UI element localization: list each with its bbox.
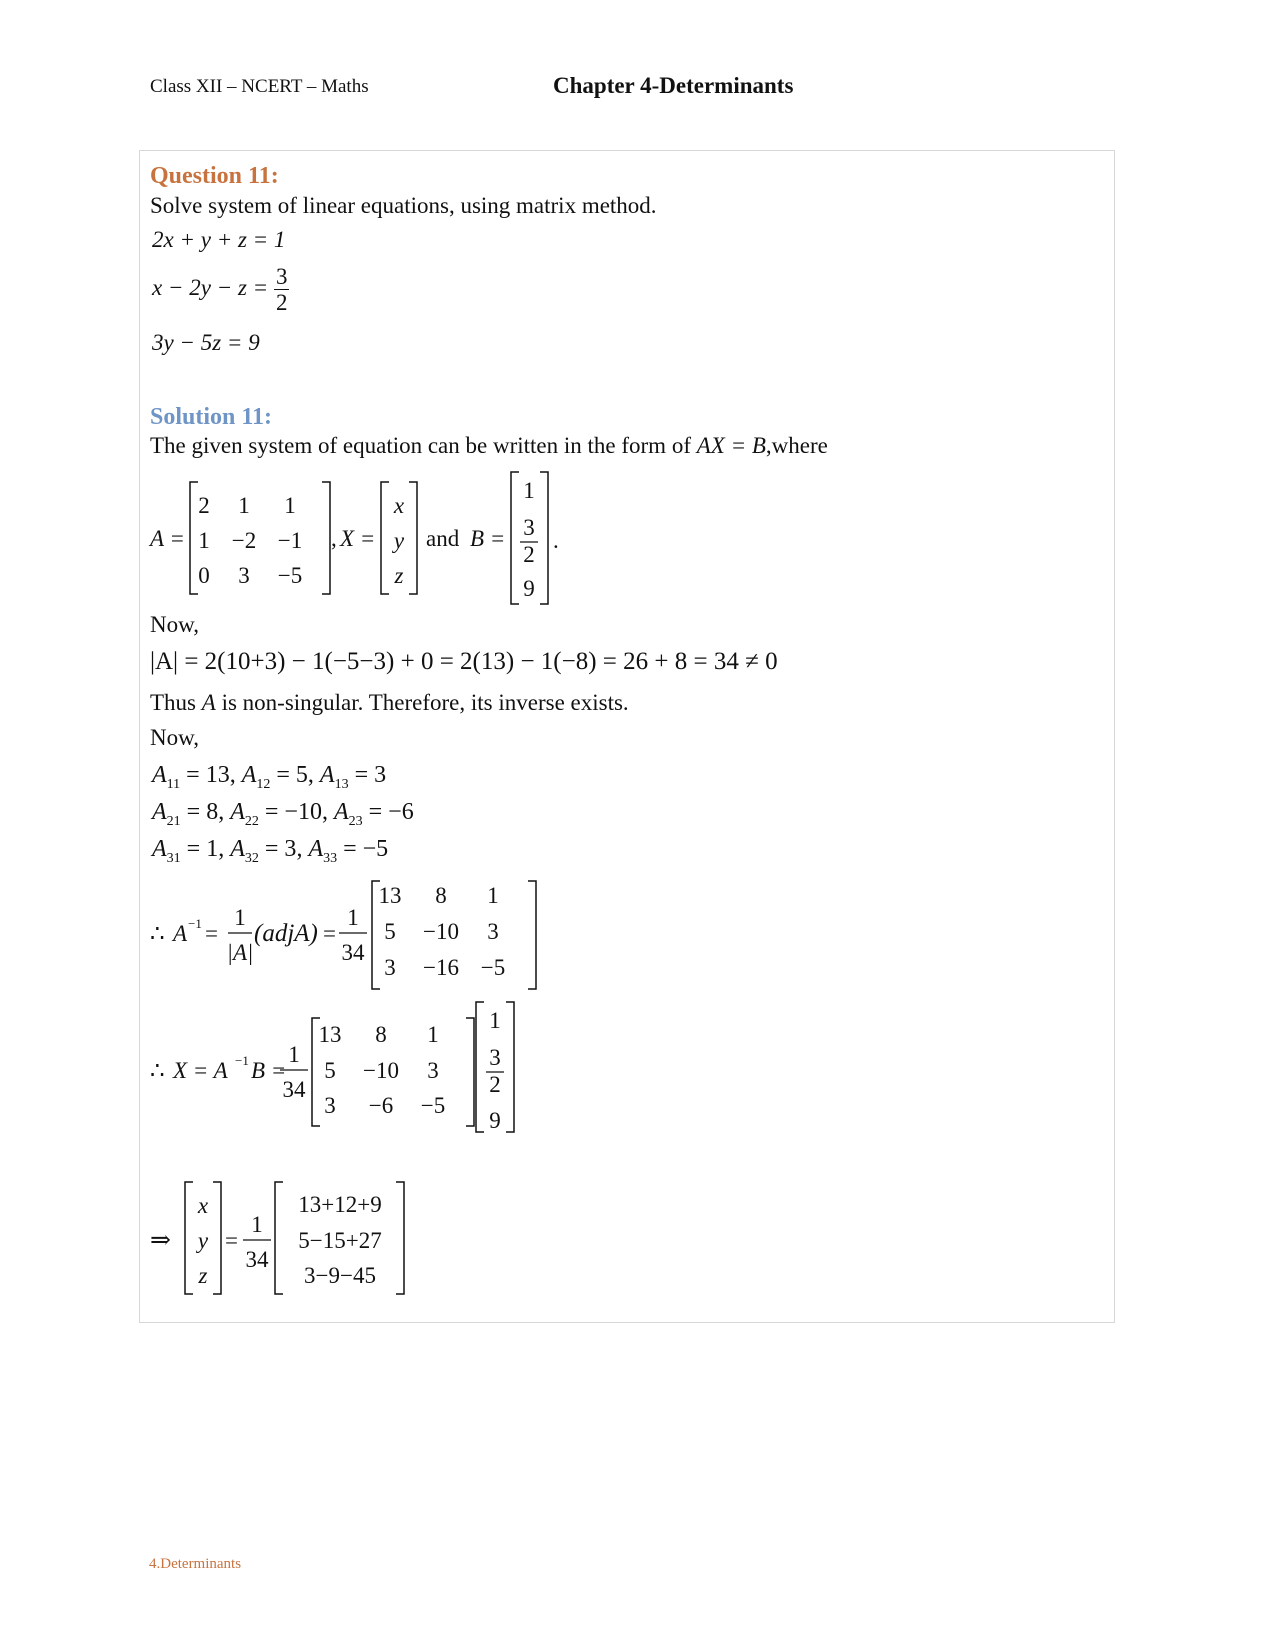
- chapter-title: Chapter 4-Determinants: [553, 73, 794, 98]
- bracket-right: [213, 1182, 221, 1294]
- matrix-cell-num: 3: [523, 515, 535, 540]
- cofactor-symbol: A: [152, 836, 167, 862]
- separator: ,: [218, 836, 231, 862]
- matrix-cell: x: [197, 1193, 209, 1218]
- cofactor-item: [152, 762, 230, 792]
- cofactor-subscript: 32: [244, 850, 259, 866]
- equals: =: [225, 1228, 238, 1253]
- solution-title: Solution 11:: [150, 404, 273, 430]
- cofactor-value: = 3: [258, 836, 297, 862]
- separator: ,: [229, 762, 242, 788]
- now-2: Now,: [150, 725, 199, 750]
- scalar-den: 34: [341, 940, 365, 965]
- question-title: Question 11:: [150, 163, 279, 189]
- matrix-cell-den: 2: [523, 542, 535, 567]
- cofactor-item: [152, 799, 219, 829]
- matrix-cell: 3: [487, 919, 499, 944]
- cofactor-symbol: A: [230, 799, 245, 825]
- matrix-cell: 9: [523, 576, 535, 601]
- b-column: [486, 1008, 504, 1133]
- final-step: [140, 1168, 460, 1308]
- adj-A: (adjA): [254, 920, 318, 947]
- matrix-definitions: [140, 468, 600, 608]
- matrix-cell: y: [197, 1228, 209, 1253]
- class-label: Class XII – NCERT – Maths: [150, 76, 369, 97]
- non-singular-line: [150, 690, 629, 716]
- det-A-den: |A|: [226, 940, 254, 965]
- content-box: [139, 150, 1115, 1323]
- cofactor-symbol: A: [152, 762, 167, 788]
- bracket-left: [190, 482, 198, 594]
- equation-2-fraction: [274, 264, 290, 316]
- now-1: Now,: [150, 612, 199, 637]
- matrix-cell: 9: [489, 1108, 501, 1133]
- cofactor-value: = −6: [362, 799, 414, 825]
- period: .: [553, 528, 559, 553]
- cofactor-row: [152, 762, 414, 799]
- matrix-cell: 13+12+9: [298, 1192, 382, 1217]
- cofactor-list: [152, 762, 414, 873]
- scalar-den: 34: [282, 1077, 306, 1102]
- separator: ,: [218, 799, 231, 825]
- bracket-right: [540, 472, 548, 604]
- bracket-left: [476, 1002, 484, 1132]
- matrix-cell: x: [393, 493, 405, 518]
- matrix-cell: 0: [198, 563, 210, 588]
- matrix-cell: 1: [489, 1008, 501, 1033]
- cofactor-symbol: A: [308, 836, 324, 862]
- equation-2-den: 2: [275, 290, 288, 316]
- scalar-num: 1: [288, 1042, 300, 1067]
- bracket-right: [466, 1018, 474, 1126]
- matrix-cell: 5−15+27: [298, 1228, 382, 1253]
- matrix-cell: −10: [423, 919, 459, 944]
- therefore-sign: ∴: [150, 1058, 165, 1083]
- matrix-cell: z: [394, 563, 404, 588]
- equation-3: 3y − 5z = 9: [152, 330, 260, 355]
- matrix-cell: y: [393, 528, 405, 553]
- bracket-left: [185, 1182, 193, 1294]
- cofactor-value: = 13: [180, 762, 230, 788]
- matrix-cell: z: [198, 1263, 208, 1288]
- matrix-cell: −2: [231, 528, 257, 553]
- matrix-cell: 3: [427, 1058, 439, 1083]
- cofactor-subscript: 23: [348, 813, 363, 829]
- matrix-cell: 2: [198, 493, 210, 518]
- cofactor-subscript: 13: [334, 776, 349, 792]
- matrix-X: [392, 493, 405, 588]
- bracket-right: [396, 1182, 404, 1294]
- cofactor-row: [152, 836, 414, 873]
- matrix-cell: 8: [375, 1022, 387, 1047]
- scalar-num: 1: [347, 905, 359, 930]
- cofactor-value: = 5: [270, 762, 308, 788]
- inverse-exponent: −1: [188, 916, 202, 931]
- matrix-cell: 3: [238, 563, 250, 588]
- equals: =: [205, 921, 218, 946]
- label-X: X =: [340, 526, 376, 551]
- bracket-right: [409, 482, 417, 594]
- separator: ,: [321, 799, 334, 825]
- cofactor-value: = 3: [348, 762, 387, 788]
- matrix-cell-den: 2: [489, 1072, 501, 1097]
- cofactor-item: [241, 762, 308, 792]
- matrix-cell: −16: [423, 955, 459, 980]
- matrix-cell: 13: [318, 1022, 342, 1047]
- cofactor-item: [308, 836, 389, 866]
- label-B: B =: [470, 526, 506, 551]
- cofactor-value: = −10: [258, 799, 322, 825]
- inverse-formula: [140, 873, 560, 993]
- determinant-line: |A| = 2(10+3) − 1(−5−3) + 0 = 2(13) − 1(−8) = 26 + 8 = 34 ≠ 0: [150, 648, 778, 675]
- scalar-den: 34: [245, 1247, 269, 1272]
- matrix-cell: −10: [363, 1058, 399, 1083]
- separator: ,: [307, 762, 320, 788]
- cofactor-item: [319, 762, 387, 792]
- cofactor-item: [333, 799, 414, 829]
- bracket-right: [528, 881, 536, 989]
- matrix-cell: 5: [384, 919, 396, 944]
- label-A: A =: [150, 526, 185, 551]
- thus-rest: is non-singular. Therefore, its inverse exists.: [221, 690, 629, 715]
- bracket-left: [381, 482, 389, 594]
- footer-label: 4.Determinants: [149, 1556, 242, 1572]
- cofactor-value: = 8: [180, 799, 219, 825]
- matrix-cell: 1: [198, 528, 210, 553]
- matrix-cell: −6: [368, 1093, 394, 1118]
- bracket-right: [506, 1002, 514, 1132]
- implies-arrow: ⇒: [150, 1227, 171, 1254]
- matrix-cell: 1: [487, 883, 499, 908]
- inverse-exponent: −1: [235, 1053, 249, 1068]
- matrix-cell: 1: [427, 1022, 439, 1047]
- final-column: [298, 1192, 381, 1288]
- cofactor-subscript: 31: [166, 850, 181, 866]
- cofactor-row: [152, 799, 414, 836]
- cofactor-item: [230, 799, 322, 829]
- cofactor-symbol: A: [333, 799, 349, 825]
- intro-text: The given system of equation can be written in the form of: [150, 433, 691, 458]
- matrix-cell: −1: [277, 528, 303, 553]
- bracket-left: [275, 1182, 283, 1294]
- matrix-cell: 1: [284, 493, 296, 518]
- matrix-cell: 1: [238, 493, 250, 518]
- equation-2: [152, 264, 289, 316]
- matrix-cell: 8: [435, 883, 447, 908]
- cofactor-subscript: 22: [244, 813, 259, 829]
- xyz-column: [196, 1193, 209, 1288]
- X-label: X = A: [173, 1058, 228, 1083]
- bracket-right: [322, 482, 330, 594]
- matrix-cell: 13: [378, 883, 402, 908]
- matrix-cell: −5: [480, 955, 506, 980]
- matrix-cell: 3: [384, 955, 396, 980]
- solution-intro: [150, 433, 828, 459]
- scalar-num: 1: [251, 1212, 263, 1237]
- cofactor-symbol: A: [230, 836, 245, 862]
- thus-math: A: [201, 690, 216, 715]
- matrix-cell: −5: [420, 1093, 446, 1118]
- equation-2-lhs: x − 2y − z =: [152, 275, 269, 301]
- x-formula: [140, 998, 540, 1138]
- matrix-cell: 3−9−45: [304, 1263, 376, 1288]
- intro-math: AX = B: [696, 433, 766, 458]
- matrix-cell: 3: [324, 1093, 336, 1118]
- matrix-cell: −5: [277, 563, 303, 588]
- word-and: and: [426, 526, 460, 551]
- cofactor-value: = 1: [180, 836, 219, 862]
- matrix-cell: 1: [523, 478, 535, 503]
- question-prompt: Solve system of linear equations, using matrix method.: [150, 193, 657, 218]
- therefore-sign: ∴: [150, 921, 165, 946]
- matrix-A: [198, 493, 302, 588]
- cofactor-item: [152, 836, 219, 866]
- comma: ,: [331, 526, 337, 551]
- bracket-left: [511, 472, 519, 604]
- equation-1: 2x + y + z = 1: [152, 227, 286, 252]
- matrix-cell: 5: [324, 1058, 336, 1083]
- cofactor-item: [230, 836, 297, 866]
- matrix-cell-num: 3: [489, 1045, 501, 1070]
- A-inverse-label: A: [173, 921, 188, 946]
- inverse-matrix: [379, 883, 506, 980]
- cofactor-symbol: A: [319, 762, 335, 788]
- cofactor-symbol: A: [152, 799, 167, 825]
- thus-text: Thus: [150, 690, 196, 715]
- cofactor-symbol: A: [241, 762, 257, 788]
- equals: =: [323, 921, 336, 946]
- x-matrix: [319, 1022, 446, 1118]
- separator: ,: [296, 836, 309, 862]
- scalar-num: 1: [234, 905, 246, 930]
- cofactor-subscript: 11: [166, 776, 181, 792]
- matrix-B: [520, 478, 538, 601]
- intro-where: ,where: [765, 433, 828, 458]
- B-label: B =: [251, 1058, 287, 1083]
- cofactor-subscript: 33: [323, 850, 338, 866]
- cofactor-subscript: 12: [256, 776, 271, 792]
- equation-2-num: 3: [275, 264, 288, 289]
- cofactor-value: = −5: [337, 836, 389, 862]
- cofactor-subscript: 21: [166, 813, 181, 829]
